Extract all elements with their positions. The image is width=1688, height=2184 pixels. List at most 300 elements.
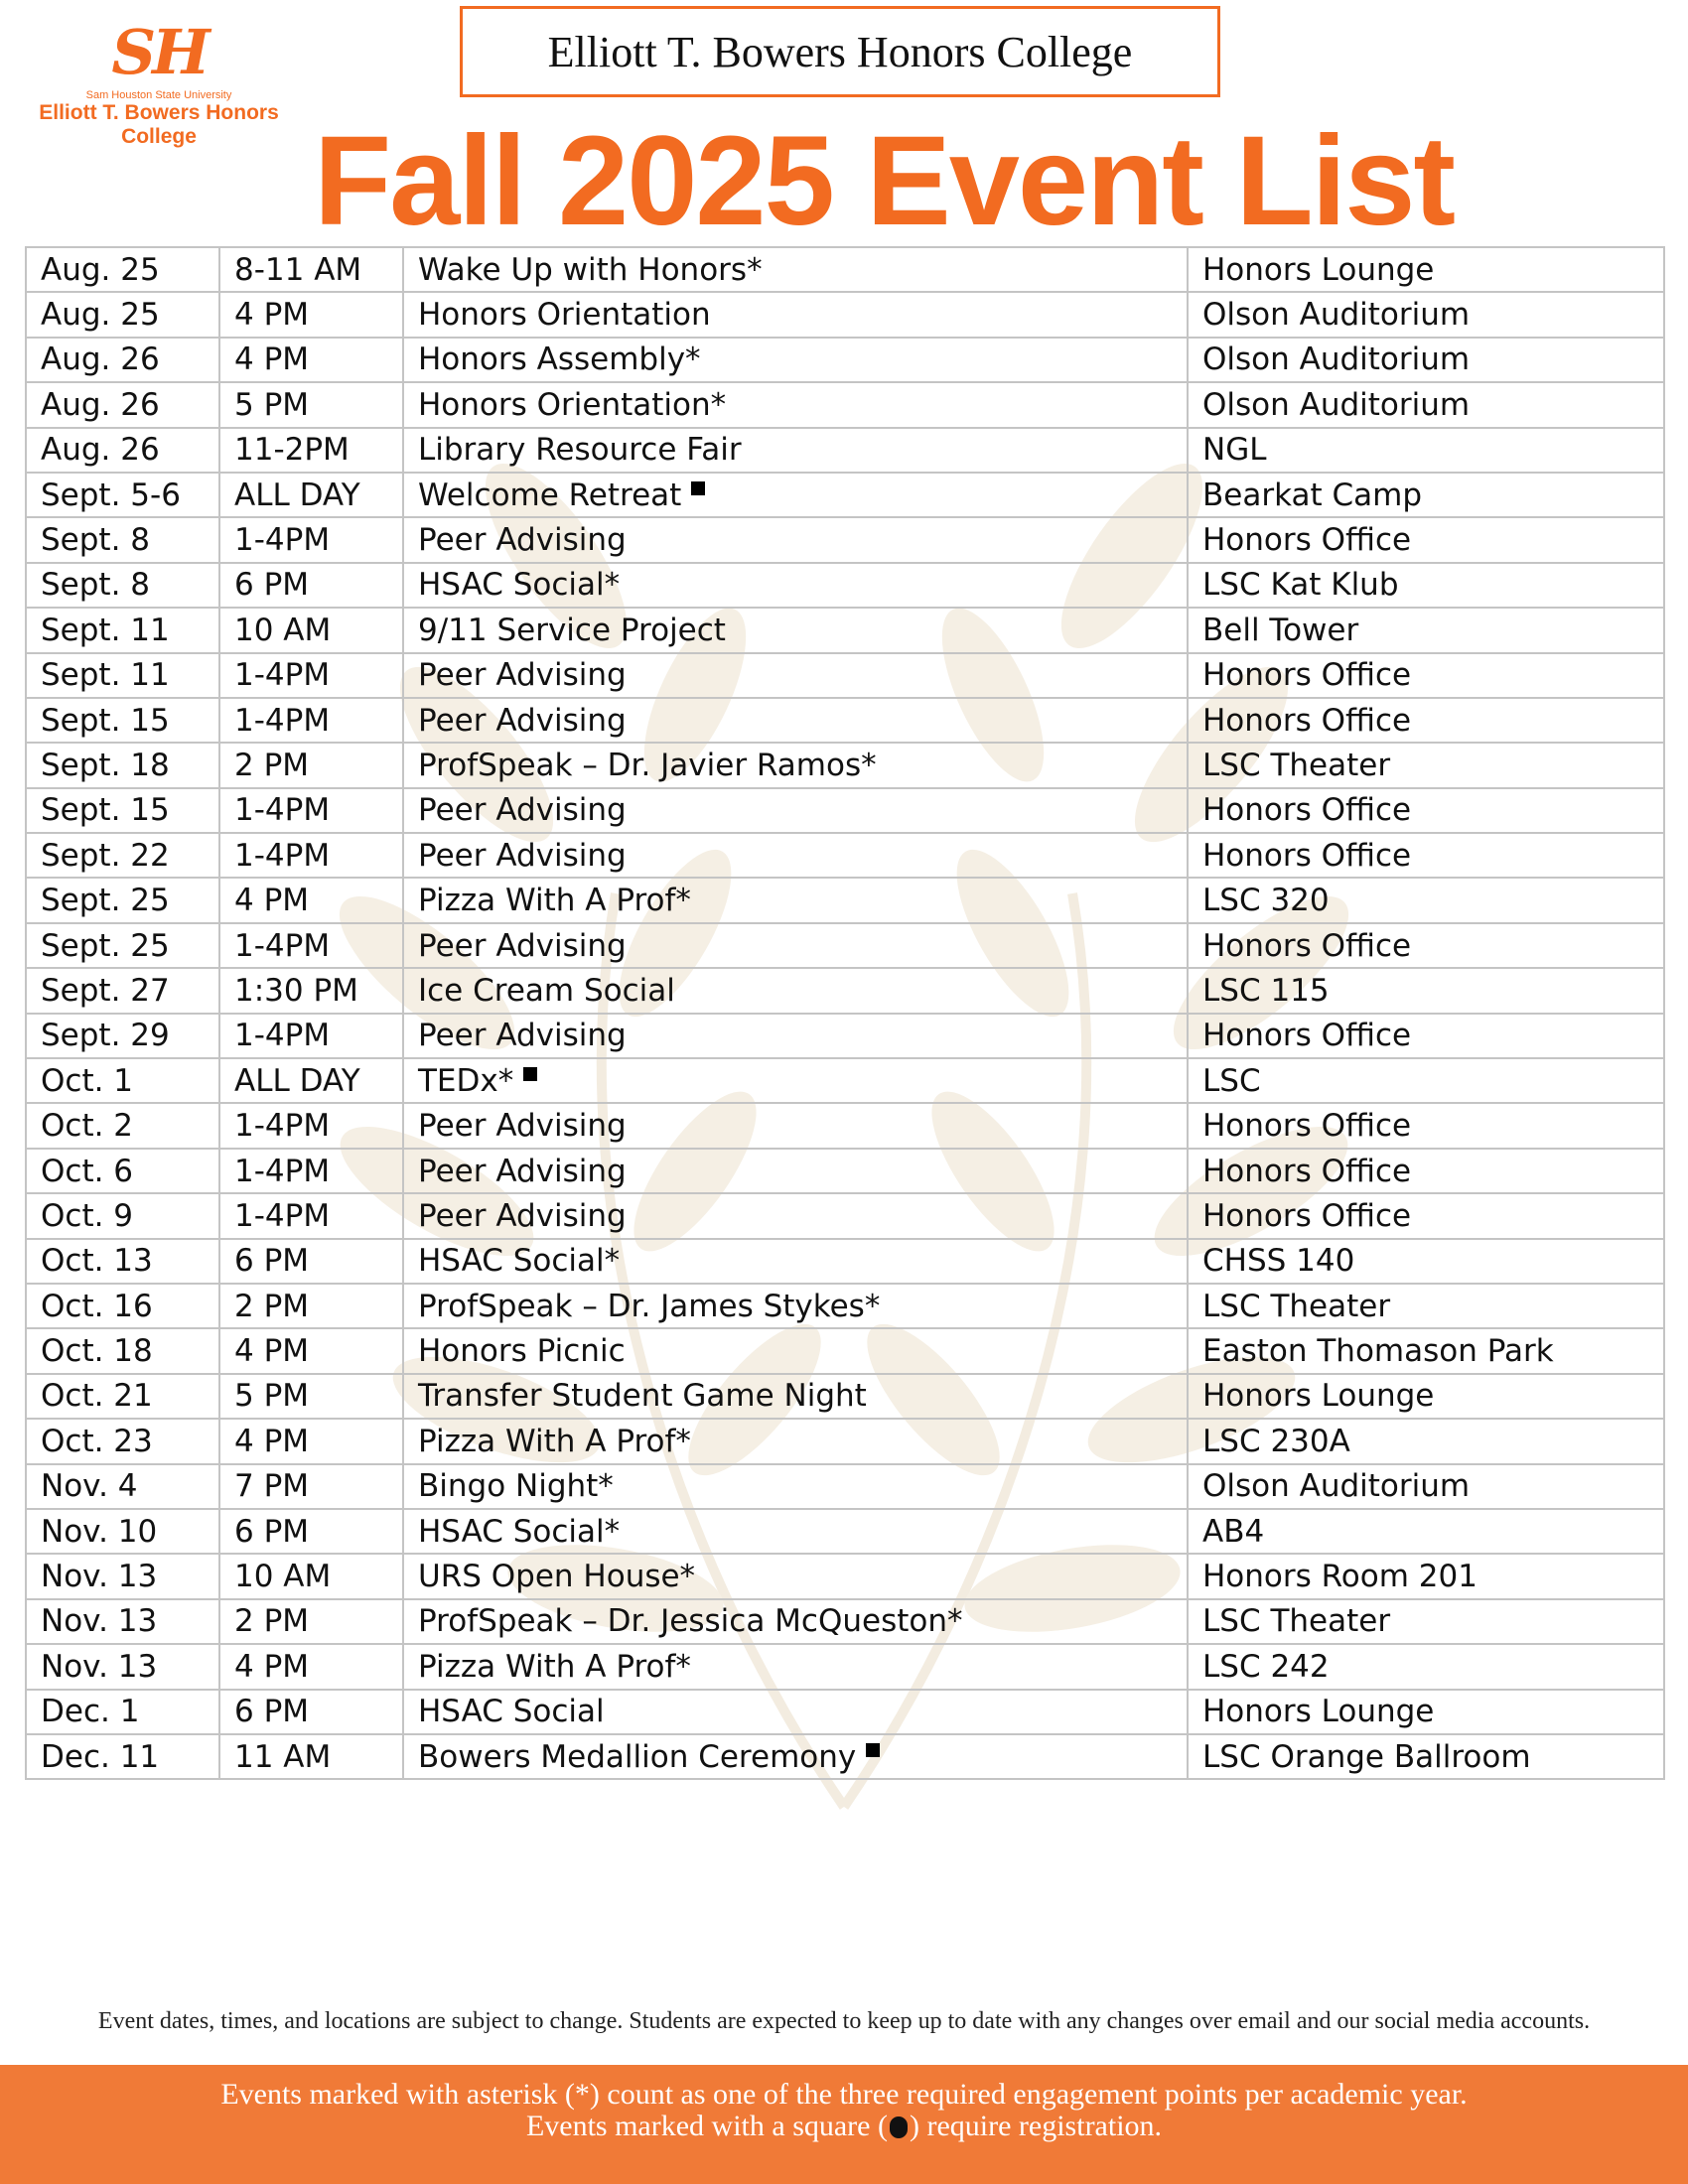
event-name-cell — [403, 292, 1188, 337]
event-name: HSAC Social* — [418, 1243, 621, 1280]
event-location-cell — [1188, 517, 1664, 562]
event-date-cell — [26, 788, 219, 833]
table-row — [26, 382, 1664, 427]
event-time: 11-2PM — [234, 432, 350, 469]
event-location: Honors Office — [1202, 1018, 1412, 1054]
event-time: 1-4PM — [234, 522, 331, 559]
table-row — [26, 743, 1664, 787]
event-time: 6 PM — [234, 1513, 310, 1550]
event-location-cell — [1188, 788, 1664, 833]
event-date-cell — [26, 1554, 219, 1598]
event-time: 10 AM — [234, 612, 332, 648]
event-date-cell — [26, 1599, 219, 1644]
event-location: Honors Office — [1202, 657, 1412, 694]
event-time: 1:30 PM — [234, 972, 358, 1009]
event-date-cell — [26, 1509, 219, 1554]
event-name-cell — [403, 1149, 1188, 1193]
event-time-cell — [219, 1509, 403, 1554]
event-name: Honors Picnic — [418, 1333, 626, 1370]
event-name: ProfSpeak – Dr. James Stykes* — [418, 1288, 881, 1324]
event-time-cell — [219, 247, 403, 292]
event-date: Aug. 25 — [41, 251, 160, 288]
event-time: 6 PM — [234, 1243, 310, 1280]
event-date-cell — [26, 428, 219, 473]
table-row — [26, 968, 1664, 1013]
event-name-cell — [403, 968, 1188, 1013]
event-time-cell — [219, 1328, 403, 1373]
event-name-cell — [403, 698, 1188, 743]
event-time: ALL DAY — [234, 1062, 360, 1099]
event-name: Honors Orientation — [418, 297, 711, 334]
event-location: LSC Kat Klub — [1202, 567, 1399, 604]
event-location: LSC 230A — [1202, 1423, 1350, 1459]
event-name: Peer Advising — [418, 657, 627, 694]
event-location: Honors Lounge — [1202, 251, 1435, 288]
event-time-cell — [219, 382, 403, 427]
event-time-cell — [219, 743, 403, 787]
event-date-cell — [26, 473, 219, 517]
college-name: Elliott T. Bowers Honors College — [547, 27, 1133, 76]
event-time: 4 PM — [234, 1333, 310, 1370]
event-name-cell — [403, 923, 1188, 968]
event-name: HSAC Social — [418, 1694, 605, 1730]
event-time-cell — [219, 517, 403, 562]
event-location: LSC — [1202, 1062, 1261, 1099]
event-location-cell — [1188, 1103, 1664, 1148]
event-time: 11 AM — [234, 1738, 332, 1775]
event-name-cell — [403, 428, 1188, 473]
table-row — [26, 1239, 1664, 1284]
event-location-cell — [1188, 1509, 1664, 1554]
event-time-cell — [219, 833, 403, 878]
event-date: Sept. 18 — [41, 747, 170, 783]
event-date-cell — [26, 1193, 219, 1238]
event-name: Peer Advising — [418, 927, 627, 964]
event-name-cell — [403, 1464, 1188, 1509]
event-name: HSAC Social* — [418, 567, 621, 604]
event-name-cell — [403, 1193, 1188, 1238]
event-date-cell — [26, 1328, 219, 1373]
event-name: TEDx* — [418, 1062, 514, 1099]
event-date: Nov. 13 — [41, 1559, 158, 1595]
event-date: Sept. 27 — [41, 972, 170, 1009]
footer-band — [0, 2065, 1688, 2184]
event-time-cell — [219, 473, 403, 517]
table-row — [26, 878, 1664, 922]
event-location-cell — [1188, 608, 1664, 652]
event-name: Library Resource Fair — [418, 432, 742, 469]
table-row — [26, 292, 1664, 337]
event-date-cell — [26, 743, 219, 787]
event-date: Sept. 5-6 — [41, 477, 181, 513]
event-date: Oct. 21 — [41, 1378, 153, 1415]
event-date-cell — [26, 338, 219, 382]
event-date-cell — [26, 968, 219, 1013]
event-location-cell — [1188, 1149, 1664, 1193]
event-date: Sept. 15 — [41, 702, 170, 739]
event-location-cell — [1188, 563, 1664, 608]
event-time: 5 PM — [234, 386, 310, 423]
event-time: 4 PM — [234, 883, 310, 919]
event-date: Sept. 11 — [41, 657, 170, 694]
event-location-cell — [1188, 653, 1664, 698]
logo-college-line2: College — [121, 125, 197, 148]
table-row — [26, 788, 1664, 833]
event-location-cell — [1188, 1599, 1664, 1644]
event-time: 1-4PM — [234, 792, 331, 829]
event-date: Nov. 4 — [41, 1468, 138, 1505]
event-date-cell — [26, 608, 219, 652]
event-location-cell — [1188, 428, 1664, 473]
event-date: Sept. 8 — [41, 567, 151, 604]
event-name-cell — [403, 1554, 1188, 1598]
square-note-text-before: Events marked with a square ( — [525, 2110, 888, 2142]
event-date: Oct. 16 — [41, 1288, 153, 1324]
event-location-cell — [1188, 1193, 1664, 1238]
event-date-cell — [26, 1374, 219, 1419]
event-name: ProfSpeak – Dr. Jessica McQueston* — [418, 1603, 963, 1640]
event-table — [25, 246, 1665, 1780]
event-time: 4 PM — [234, 1423, 310, 1459]
event-time-cell — [219, 292, 403, 337]
event-name: Welcome Retreat — [418, 477, 682, 513]
event-time-cell — [219, 338, 403, 382]
event-date-cell — [26, 292, 219, 337]
table-row — [26, 1464, 1664, 1509]
event-time-cell — [219, 788, 403, 833]
event-time-cell — [219, 1419, 403, 1463]
event-name: Pizza With A Prof* — [418, 883, 691, 919]
event-time-cell — [219, 1103, 403, 1148]
event-location-cell — [1188, 833, 1664, 878]
event-date-cell — [26, 1690, 219, 1734]
event-date: Nov. 13 — [41, 1603, 158, 1640]
event-name-cell — [403, 1103, 1188, 1148]
table-row — [26, 1014, 1664, 1058]
event-location-cell — [1188, 1239, 1664, 1284]
table-row — [26, 1599, 1664, 1644]
event-location-cell — [1188, 698, 1664, 743]
table-row — [26, 833, 1664, 878]
event-date-cell — [26, 1149, 219, 1193]
event-time: 4 PM — [234, 297, 310, 334]
event-date-cell — [26, 1103, 219, 1148]
event-name-cell — [403, 473, 1188, 517]
event-time-cell — [219, 1014, 403, 1058]
event-time-cell — [219, 878, 403, 922]
event-location: Honors Lounge — [1202, 1694, 1435, 1730]
table-row — [26, 698, 1664, 743]
event-name-cell — [403, 1058, 1188, 1103]
event-time: 1-4PM — [234, 1197, 331, 1234]
event-name-cell — [403, 1734, 1188, 1779]
college-logo — [30, 16, 288, 149]
event-time-cell — [219, 1599, 403, 1644]
event-name: ProfSpeak – Dr. Javier Ramos* — [418, 747, 877, 783]
event-date: Oct. 1 — [41, 1062, 134, 1099]
event-location-cell — [1188, 1464, 1664, 1509]
event-date-cell — [26, 1239, 219, 1284]
event-time-cell — [219, 1464, 403, 1509]
event-date-cell — [26, 1419, 219, 1463]
event-location-cell — [1188, 878, 1664, 922]
event-name: 9/11 Service Project — [418, 612, 726, 648]
event-name: Peer Advising — [418, 522, 627, 559]
event-location-cell — [1188, 1419, 1664, 1463]
event-date: Oct. 9 — [41, 1197, 134, 1234]
square-note — [0, 2111, 1688, 2142]
event-location-cell — [1188, 382, 1664, 427]
event-name-cell — [403, 1374, 1188, 1419]
table-row — [26, 653, 1664, 698]
event-date: Sept. 8 — [41, 522, 151, 559]
event-time-cell — [219, 1239, 403, 1284]
table-row — [26, 563, 1664, 608]
event-time-cell — [219, 1284, 403, 1328]
event-time: 1-4PM — [234, 657, 331, 694]
event-date: Aug. 26 — [41, 341, 160, 378]
event-location: LSC 115 — [1202, 972, 1330, 1009]
square-icon — [890, 2116, 908, 2138]
event-time-cell — [219, 698, 403, 743]
event-location: Olson Auditorium — [1202, 386, 1471, 423]
event-location: Honors Office — [1202, 1153, 1412, 1189]
event-location-cell — [1188, 473, 1664, 517]
event-location: Bearkat Camp — [1202, 477, 1423, 513]
event-name-cell — [403, 878, 1188, 922]
event-date: Dec. 11 — [41, 1738, 160, 1775]
event-name: Peer Advising — [418, 792, 627, 829]
event-date-cell — [26, 653, 219, 698]
event-name: Honors Assembly* — [418, 341, 701, 378]
event-location: Olson Auditorium — [1202, 341, 1471, 378]
event-date-cell — [26, 1644, 219, 1689]
event-location: LSC Theater — [1202, 1603, 1391, 1640]
event-location: Honors Office — [1202, 522, 1412, 559]
event-location: Easton Thomason Park — [1202, 1333, 1554, 1370]
event-location: Honors Office — [1202, 837, 1412, 874]
table-row — [26, 247, 1664, 292]
event-date: Sept. 22 — [41, 837, 170, 874]
event-location: CHSS 140 — [1202, 1243, 1355, 1280]
event-name-cell — [403, 1328, 1188, 1373]
event-name-cell — [403, 608, 1188, 652]
college-name-box — [460, 6, 1220, 97]
square-note-text-after: ) require registration. — [909, 2110, 1163, 2142]
table-row — [26, 1554, 1664, 1598]
event-name-cell — [403, 1509, 1188, 1554]
event-location: Honors Office — [1202, 792, 1412, 829]
event-location: NGL — [1202, 432, 1267, 469]
page-title: Fall 2025 Event List — [313, 110, 1455, 252]
event-name: Peer Advising — [418, 1153, 627, 1189]
event-time: 8-11 AM — [234, 251, 362, 288]
table-row — [26, 473, 1664, 517]
event-date: Sept. 25 — [41, 883, 170, 919]
event-name: Transfer Student Game Night — [418, 1378, 867, 1415]
event-date: Aug. 26 — [41, 432, 160, 469]
event-location-cell — [1188, 1328, 1664, 1373]
table-row — [26, 1419, 1664, 1463]
event-date-cell — [26, 517, 219, 562]
event-name: Bowers Medallion Ceremony — [418, 1738, 857, 1775]
event-location: LSC Theater — [1202, 747, 1391, 783]
event-time: 6 PM — [234, 1694, 310, 1730]
event-location-cell — [1188, 1058, 1664, 1103]
event-time: 7 PM — [234, 1468, 310, 1505]
event-location-cell — [1188, 1734, 1664, 1779]
table-row — [26, 1149, 1664, 1193]
table-row — [26, 1690, 1664, 1734]
event-date: Aug. 26 — [41, 386, 160, 423]
event-time: 1-4PM — [234, 1018, 331, 1054]
event-date-cell — [26, 1014, 219, 1058]
logo-college-line1: Elliott T. Bowers Honors — [39, 101, 279, 124]
event-time: 1-4PM — [234, 927, 331, 964]
asterisk-note: Events marked with asterisk (*) count as one of the three required engagement points per academic year. — [220, 2078, 1468, 2111]
event-time-cell — [219, 1193, 403, 1238]
event-time-cell — [219, 1690, 403, 1734]
event-location: Honors Office — [1202, 1108, 1412, 1145]
event-time-cell — [219, 653, 403, 698]
event-location: LSC 320 — [1202, 883, 1330, 919]
event-name-cell — [403, 338, 1188, 382]
event-name: Pizza With A Prof* — [418, 1648, 691, 1685]
event-location: Honors Office — [1202, 702, 1412, 739]
event-location-cell — [1188, 1014, 1664, 1058]
event-location: LSC 242 — [1202, 1648, 1330, 1685]
event-time: 1-4PM — [234, 1108, 331, 1145]
event-name: Ice Cream Social — [418, 972, 675, 1009]
event-date-cell — [26, 1464, 219, 1509]
event-date-cell — [26, 1058, 219, 1103]
event-location-cell — [1188, 743, 1664, 787]
event-date: Aug. 25 — [41, 297, 160, 334]
event-name: Peer Advising — [418, 1197, 627, 1234]
event-location-cell — [1188, 968, 1664, 1013]
table-row — [26, 1058, 1664, 1103]
table-row — [26, 1284, 1664, 1328]
event-name-cell — [403, 563, 1188, 608]
event-name: Pizza With A Prof* — [418, 1423, 691, 1459]
event-name-cell — [403, 1419, 1188, 1463]
event-name-cell — [403, 1014, 1188, 1058]
event-location: Honors Office — [1202, 1197, 1412, 1234]
event-location-cell — [1188, 247, 1664, 292]
event-name: Peer Advising — [418, 1108, 627, 1145]
event-name: Peer Advising — [418, 1018, 627, 1054]
event-location: Honors Room 201 — [1202, 1559, 1477, 1595]
event-name-cell — [403, 1644, 1188, 1689]
event-name-cell — [403, 1690, 1188, 1734]
event-time-cell — [219, 1374, 403, 1419]
event-name-cell — [403, 1284, 1188, 1328]
event-location: Honors Office — [1202, 927, 1412, 964]
event-date-cell — [26, 247, 219, 292]
event-time: 4 PM — [234, 341, 310, 378]
event-location-cell — [1188, 1284, 1664, 1328]
event-time: 6 PM — [234, 567, 310, 604]
event-time: 4 PM — [234, 1648, 310, 1685]
table-row — [26, 1193, 1664, 1238]
event-name-cell — [403, 1239, 1188, 1284]
event-date-cell — [26, 923, 219, 968]
event-name-cell — [403, 833, 1188, 878]
table-row — [26, 428, 1664, 473]
event-time: 2 PM — [234, 1603, 310, 1640]
event-date: Oct. 23 — [41, 1423, 153, 1459]
event-name-cell — [403, 382, 1188, 427]
event-time: 1-4PM — [234, 837, 331, 874]
event-date: Dec. 1 — [41, 1694, 140, 1730]
event-name-cell — [403, 653, 1188, 698]
event-location: AB4 — [1202, 1513, 1265, 1550]
event-time-cell — [219, 1149, 403, 1193]
event-location-cell — [1188, 292, 1664, 337]
event-time: 2 PM — [234, 1288, 310, 1324]
event-time: 5 PM — [234, 1378, 310, 1415]
event-time-cell — [219, 1058, 403, 1103]
event-location-cell — [1188, 338, 1664, 382]
event-name: Wake Up with Honors* — [418, 251, 763, 288]
event-location: Bell Tower — [1202, 612, 1359, 648]
event-date-cell — [26, 382, 219, 427]
event-location: Olson Auditorium — [1202, 297, 1471, 334]
event-time: 2 PM — [234, 747, 310, 783]
event-name-cell — [403, 788, 1188, 833]
event-date-cell — [26, 833, 219, 878]
event-time-cell — [219, 1734, 403, 1779]
event-date: Oct. 13 — [41, 1243, 153, 1280]
event-location: LSC Theater — [1202, 1288, 1391, 1324]
event-time: 10 AM — [234, 1559, 332, 1595]
event-location-cell — [1188, 1374, 1664, 1419]
event-time: 1-4PM — [234, 1153, 331, 1189]
event-date-cell — [26, 1284, 219, 1328]
table-row — [26, 608, 1664, 652]
event-date: Sept. 15 — [41, 792, 170, 829]
table-row — [26, 1103, 1664, 1148]
event-time-cell — [219, 923, 403, 968]
table-row — [26, 923, 1664, 968]
event-name-cell — [403, 247, 1188, 292]
disclaimer: Event dates, times, and locations are subject to change. Students are expected to keep up to date with any changes over email and our social media accounts. — [97, 2008, 1591, 2034]
event-date: Oct. 2 — [41, 1108, 134, 1145]
event-date-cell — [26, 1734, 219, 1779]
event-name-cell — [403, 517, 1188, 562]
table-row — [26, 517, 1664, 562]
event-location-cell — [1188, 1690, 1664, 1734]
event-name: HSAC Social* — [418, 1513, 621, 1550]
event-location: LSC Orange Ballroom — [1202, 1738, 1531, 1775]
event-date: Oct. 6 — [41, 1153, 134, 1189]
table-row — [26, 1374, 1664, 1419]
event-date: Nov. 13 — [41, 1648, 158, 1685]
event-time-cell — [219, 428, 403, 473]
event-date-cell — [26, 563, 219, 608]
event-date: Sept. 29 — [41, 1018, 170, 1054]
event-time-cell — [219, 1644, 403, 1689]
event-time-cell — [219, 1554, 403, 1598]
event-location-cell — [1188, 1554, 1664, 1598]
logo-university: Sam Houston State University — [85, 89, 232, 101]
event-location: Olson Auditorium — [1202, 1468, 1471, 1505]
event-name: Honors Orientation* — [418, 386, 727, 423]
event-date: Oct. 18 — [41, 1333, 153, 1370]
registration-square-icon — [523, 1067, 537, 1081]
table-row — [26, 1734, 1664, 1779]
event-date: Sept. 11 — [41, 612, 170, 648]
